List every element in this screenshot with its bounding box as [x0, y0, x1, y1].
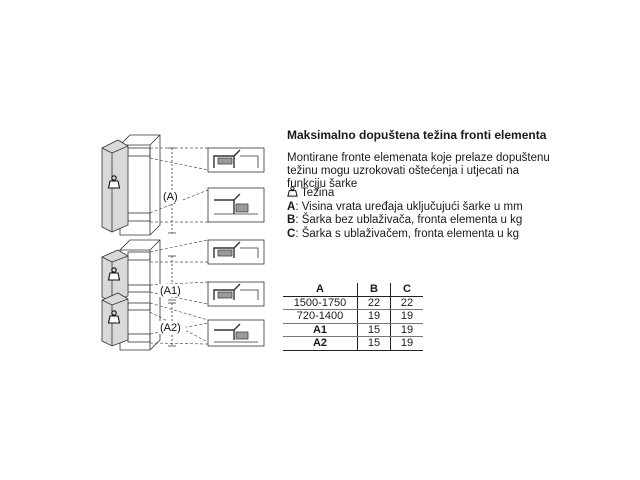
legend-item-weight	[287, 186, 523, 201]
table-row	[283, 310, 423, 324]
table-cell: 22	[358, 296, 391, 310]
table-cell: 19	[391, 310, 424, 324]
detail-box-3	[208, 240, 264, 264]
weight-icon	[287, 186, 298, 197]
legend	[287, 186, 523, 241]
legend-weight-text: Težina	[301, 187, 335, 199]
table-cell: A1	[283, 323, 358, 337]
legend-item-b	[287, 214, 523, 228]
legend-key-a: A	[287, 200, 296, 213]
column-header-a: A	[283, 283, 358, 296]
weight-table	[283, 283, 423, 351]
detail-box-5	[208, 320, 264, 346]
table-cell: 1500-1750	[283, 296, 358, 310]
table-cell: 19	[358, 310, 391, 324]
legend-text-b: : Šarka bez ublaživača, fronta elementa u kg	[295, 214, 523, 226]
table-row	[283, 296, 423, 310]
table-row	[283, 337, 423, 351]
table-cell: 19	[391, 337, 424, 351]
table-cell: 15	[358, 337, 391, 351]
legend-item-a	[287, 201, 523, 215]
detail-box-4	[208, 282, 264, 306]
legend-key-b: B	[287, 214, 296, 226]
detail-box-2	[208, 188, 264, 222]
legend-text-c: : Šarka s ublaživačem, fronta elementa u kg	[295, 227, 520, 240]
legend-item-c	[287, 228, 523, 242]
legend-key-c: C	[287, 227, 296, 240]
table-cell: A2	[283, 337, 358, 351]
table-row	[283, 323, 423, 337]
dimension-label-a: (A)	[163, 191, 178, 203]
table-cell: 15	[358, 323, 391, 337]
dimension-label-a1: (A1)	[160, 285, 181, 297]
column-header-b: B	[358, 283, 391, 296]
page-title: Maksimalno dopuštena težina fronti elementa	[287, 128, 547, 142]
column-header-c: C	[391, 283, 424, 296]
legend-text-a: : Visina vrata uređaja uključujući šarke u mm	[295, 200, 523, 213]
table-cell: 19	[391, 323, 424, 337]
table-cell: 22	[391, 296, 424, 310]
table-cell: 720-1400	[283, 310, 358, 324]
detail-box-1	[208, 148, 264, 172]
table-header-row	[283, 283, 423, 296]
intro-text: Montirane fronte elemenata koje prelaze dopuštenu težinu mogu uzrokovati oštećenja i utjecati na funkciju šarke	[287, 152, 550, 190]
dimension-label-a2: (A2)	[160, 322, 181, 334]
